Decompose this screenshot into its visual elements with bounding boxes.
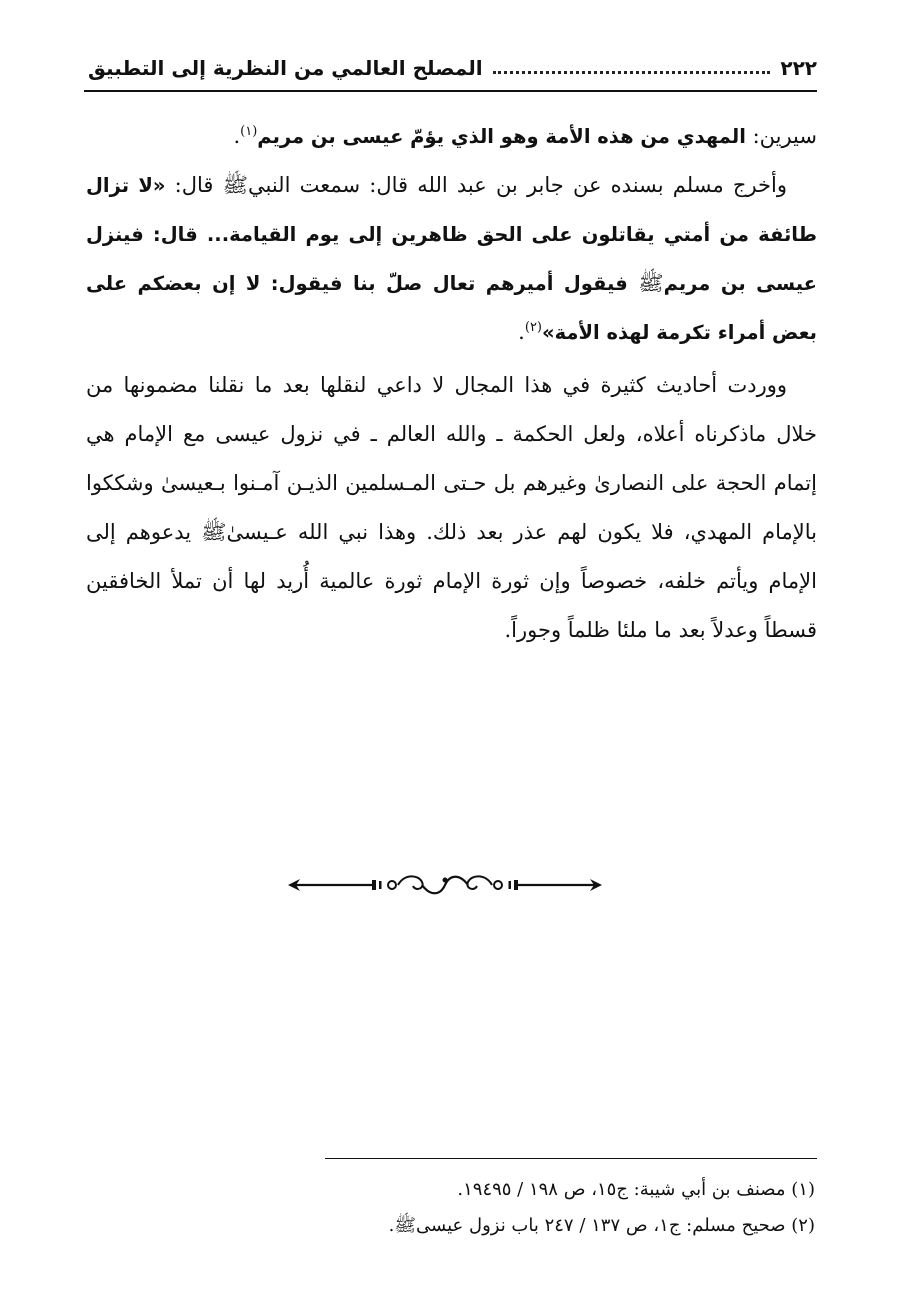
paragraph-3: ووردت أحاديث كثيرة في هذا المجال لا داعي لنقلها بعد ما نقلنا مضمونها من خلال ماذكرناه أعلاه، ولعل الحكمة ـ والله العالم ـ في نزول عيسى مع الإمام هي إتمام الحجة على النصارىٰ وغيرهم بل حـتى المـسلمين الذيـن آمـنوا بـعيسىٰ وشككوا بالإمام المهدي، فلا يكون لهم عذر بعد ذلك. وهذا نبي الله عـيسىٰﷺ يدعوهم إلى الإمام ويأتم خلفه، خصوصاً وإن ثورة الإمام ثورة عالمية أُريد لها أن تملأ الخافقين قسطاً وعدلاً بعد ما ملئا ظلماً وجوراً. <box>86 373 817 642</box>
paragraph-1 <box>86 112 817 161</box>
paragraph-2 <box>86 161 817 357</box>
footnote-1: (١) مصنف بن أبي شيبة: ج١٥، ص ١٩٨ / ١٩٤٩٥. <box>457 1179 815 1200</box>
header-rule <box>84 90 817 92</box>
para1-bold-quote: المهدي من هذه الأمة وهو الذي يؤمّ عيسى بن مريم <box>257 125 746 148</box>
para2-hadith-quote: «لا تزال طائفة من أمتي يقاتلون على الحق ظاهرين إلى يوم القيامة... قال: فينزل عيسى بن مريم <box>86 174 817 295</box>
footnote-ref-2: (٢) <box>524 320 542 335</box>
para2-honorific: ﷺ <box>638 271 664 295</box>
footnote-ref-1: (١) <box>240 124 258 139</box>
para2-intro: وأخرج مسلم بسنده عن جابر بن عبد الله قال: سمعت النبيﷺ قال: <box>165 173 787 197</box>
header-leader-dots <box>493 71 771 74</box>
para2-hadith-quote-cont: فيقول أميرهم تعال صلّ بنا فيقول: لا إن بعضكم على بعض أمراء تكرمة لهذه الأمة» <box>86 272 817 344</box>
para1-tail: . <box>233 124 241 148</box>
running-header <box>88 50 817 86</box>
page-number: ٢٢٢ <box>780 56 817 80</box>
footnote-2: (٢) صحيح مسلم: ج١، ص ١٣٧ / ٢٤٧ باب نزول عيسىﷺ. <box>388 1215 815 1236</box>
footnotes <box>86 1172 815 1244</box>
para2-tail: . <box>518 320 525 344</box>
body-text <box>86 112 817 655</box>
book-title: المصلح العالمي من النظرية إلى التطبيق <box>88 56 483 80</box>
footnote-separator <box>325 1158 817 1159</box>
para1-lead: سيرين: <box>745 124 817 148</box>
section-ornament <box>280 868 610 902</box>
